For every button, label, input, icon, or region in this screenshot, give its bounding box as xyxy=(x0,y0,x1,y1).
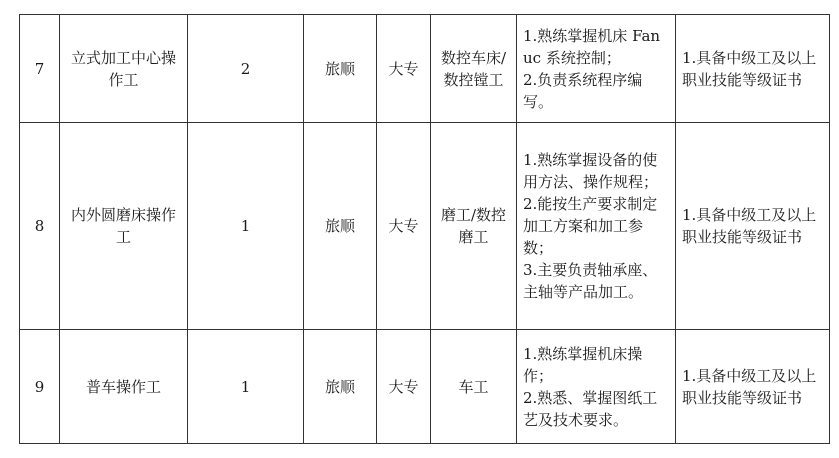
duty-item: 3.主要负责轴承座、主轴等产品加工。 xyxy=(523,261,658,301)
major: 磨工/数控磨工 xyxy=(431,123,517,330)
work-location: 旅顺 xyxy=(304,123,377,330)
table-row xyxy=(20,123,830,330)
duty-item: 2.能按生产要求制定加工方案和加工参数； xyxy=(523,195,658,257)
education: 大专 xyxy=(377,15,431,123)
position-name: 内外圆磨床操作工 xyxy=(60,123,188,330)
education: 大专 xyxy=(377,330,431,444)
table-row xyxy=(20,15,830,123)
requirement: 1.具备中级工及以上职业技能等级证书 xyxy=(676,330,830,444)
duty-item: 1.熟练掌握设备的使用方法、操作规程； xyxy=(523,151,659,191)
headcount: 2 xyxy=(188,15,304,123)
job-table xyxy=(19,14,830,444)
row-number: 7 xyxy=(20,15,60,123)
headcount: 1 xyxy=(188,330,304,444)
duties-cell xyxy=(517,330,676,444)
position-name: 立式加工中心操作工 xyxy=(60,15,188,123)
duty-item: 2.负责系统程序编写。 xyxy=(523,70,643,111)
duty-item: 1.熟练掌握机床操作； xyxy=(523,344,643,385)
duties-cell xyxy=(517,15,676,123)
duty-item: 2.熟悉、掌握图纸工艺及技术要求。 xyxy=(523,388,658,429)
major: 数控车床/数控镗工 xyxy=(431,15,517,123)
table-row xyxy=(20,330,830,444)
row-number: 9 xyxy=(20,330,60,444)
major: 车工 xyxy=(431,330,517,444)
duty-item: 1.熟练掌握机床 Fanuc 系统控制； xyxy=(523,26,661,67)
position-name: 普车操作工 xyxy=(60,330,188,444)
education: 大专 xyxy=(377,123,431,330)
requirement: 1.具备中级工及以上职业技能等级证书 xyxy=(676,15,830,123)
duties-cell xyxy=(517,123,676,330)
requirement: 1.具备中级工及以上职业技能等级证书 xyxy=(676,123,830,330)
row-number: 8 xyxy=(20,123,60,330)
work-location: 旅顺 xyxy=(304,330,377,444)
headcount: 1 xyxy=(188,123,304,330)
work-location: 旅顺 xyxy=(304,15,377,123)
